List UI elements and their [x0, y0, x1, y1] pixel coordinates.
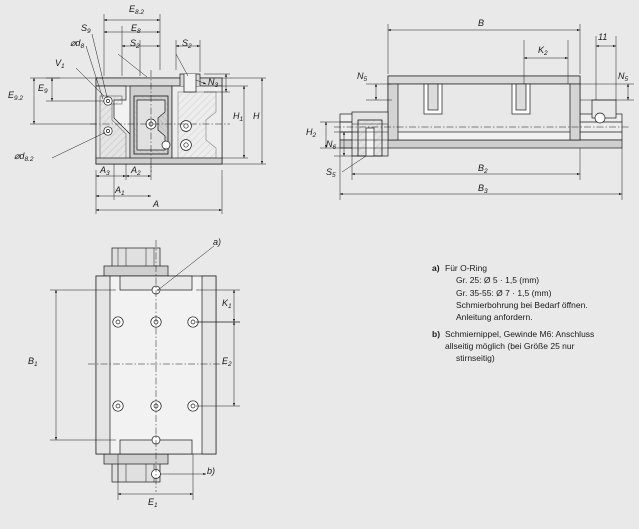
dim-label-d8: $⌀d_8$ [70, 38, 85, 50]
top-view [50, 237, 240, 500]
note-a [432, 262, 632, 324]
note-a-tag: a) [432, 263, 440, 273]
side-view [320, 24, 634, 200]
note-a-line-5: Anleitung anfordern. [456, 312, 533, 323]
callout-b: b) [207, 466, 216, 476]
note-b [432, 328, 632, 365]
dim-label-n5-left: $N_5$ [357, 71, 368, 83]
dim-label-k1: $K_1$ [222, 298, 232, 310]
dim-label-b1: $B_1$ [28, 356, 38, 368]
dim-label-s9: $S_9$ [81, 23, 91, 35]
note-a-line-1: Für O-Ring [445, 263, 488, 273]
dim-label-a: A [153, 199, 160, 209]
dim-label-k2: $K_2$ [538, 45, 548, 57]
note-b-line-3: stirnseitig) [456, 353, 495, 364]
note-a-line-2: Gr. 25: Ø 5 · 1,5 (mm) [456, 275, 540, 286]
dim-label-e1: $E_1$ [148, 497, 158, 509]
dim-label-e2: $E_2$ [222, 356, 232, 368]
callout-a: a) [213, 237, 222, 247]
dim-label-a3: $A_3$ [100, 165, 110, 177]
dim-label-e8: $E_8$ [131, 23, 141, 35]
dim-label-s5: $S_5$ [326, 167, 336, 179]
dim-label-h2: $H_2$ [306, 127, 317, 139]
note-b-line-2: allseitig möglich (bei Größe 25 nur [445, 340, 575, 351]
dim-label-e92: $E_{9.2}$ [8, 90, 24, 102]
dim-label-v1: $V_1$ [55, 58, 65, 70]
dim-label-a2: $A_2$ [131, 165, 141, 177]
note-b-line-1: Schmiernippel, Gewinde M6: Anschluss [445, 328, 595, 339]
dim-label-n3: $N_3$ [208, 77, 219, 89]
dim-label-s2-right: $S_2$ [182, 38, 192, 50]
dim-label-b2: $B_2$ [478, 163, 488, 175]
note-a-line-3: Gr. 35-55: Ø 7 · 1,5 (mm) [456, 287, 552, 298]
dim-label-b3: $B_3$ [478, 183, 488, 195]
dim-label-e9: $E_9$ [38, 83, 48, 95]
front-section-view [30, 14, 266, 214]
notes-block [432, 262, 632, 369]
dim-label-h1: $H_1$ [233, 111, 244, 123]
note-b-tag: b) [432, 328, 441, 339]
dim-label-s2-left: $S_2$ [130, 38, 140, 50]
dim-label-d82: $⌀d_{8.2}$ [14, 151, 34, 163]
dim-label-a1: $A_1$ [115, 185, 125, 197]
note-a-line-4: Schmierbohrung bei Bedarf öffnen. [456, 299, 588, 310]
dim-label-11: 11 [598, 32, 608, 42]
dim-label-b: B [478, 18, 485, 28]
dim-label-n6: $N_6$ [326, 139, 337, 151]
dim-label-e82: $E_{8.2}$ [129, 4, 145, 16]
dim-label-n5-right: $N_5$ [618, 71, 629, 83]
dim-label-h: H [253, 111, 260, 121]
